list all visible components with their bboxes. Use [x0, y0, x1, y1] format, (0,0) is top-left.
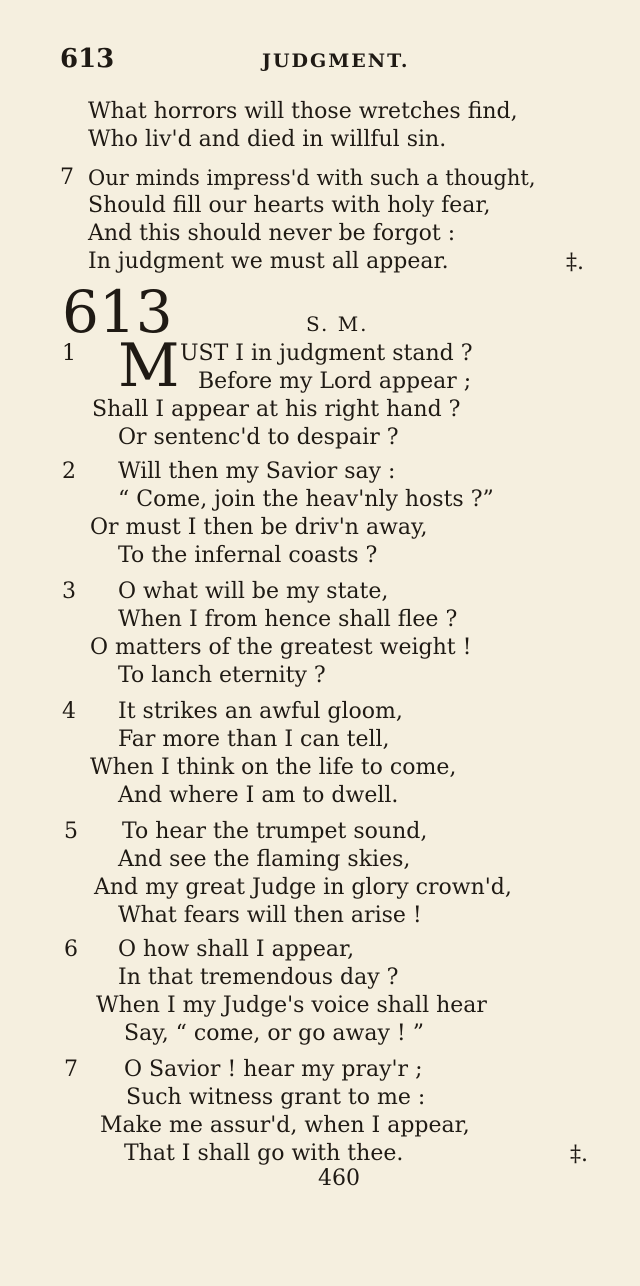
verse-5-number: 5: [64, 819, 78, 844]
verse-4-line-2: Far more than I can tell,: [118, 727, 390, 752]
verse-7-line-1: O Savior ! hear my pray'r ;: [124, 1057, 423, 1082]
verse-4-number: 4: [62, 699, 76, 724]
drop-cap: M: [118, 331, 180, 401]
verse-5-line-1: To hear the trumpet sound,: [122, 819, 428, 844]
verse-3-line-2: When I from hence shall flee ?: [118, 607, 458, 632]
verse-6-line-3: When I my Judge's voice shall hear: [96, 993, 487, 1018]
running-page-number: 613: [60, 44, 115, 74]
verse-3-line-1: O what will be my state,: [118, 579, 389, 604]
verse-2-line-4: To the infernal coasts ?: [118, 543, 378, 568]
verse-7-number: 7: [64, 1057, 78, 1082]
verse-3-line-3: O matters of the greatest weight !: [90, 635, 472, 660]
verse-5-line-2: And see the flaming skies,: [118, 847, 411, 872]
prev-hymn-end-mark: ‡.: [566, 250, 584, 275]
verse-4-line-3: When I think on the life to come,: [90, 755, 457, 780]
verse-6-number: 6: [64, 937, 78, 962]
verse-1-line-2: Before my Lord appear ;: [198, 369, 472, 394]
verse-7-line-2: Such witness grant to me :: [126, 1085, 426, 1110]
prev-line-2: Who liv'd and died in willful sin.: [88, 127, 447, 152]
hymn-number: 613: [62, 278, 173, 346]
verse-5-line-4: What fears will then arise !: [118, 903, 422, 928]
hymn-end-mark: ‡.: [570, 1142, 588, 1167]
prev-verse-7-number: 7: [60, 165, 74, 190]
verse-5-line-3: And my great Judge in glory crown'd,: [94, 875, 512, 900]
prev-line-1: What horrors will those wretches find,: [88, 99, 518, 124]
verse-1-line-1: UST I in judgment stand ?: [180, 341, 473, 366]
verse-7-line-4: That I shall go with thee.: [124, 1141, 404, 1166]
verse-2-line-1: Will then my Savior say :: [118, 459, 396, 484]
prev-verse-7-line-4: In judgment we must all appear.: [88, 249, 449, 274]
verse-7-line-3: Make me assur'd, when I appear,: [100, 1113, 470, 1138]
verse-6-line-1: O how shall I appear,: [118, 937, 355, 962]
footer-page-number: 460: [318, 1166, 360, 1191]
verse-1-line-4: Or sentenc'd to despair ?: [118, 425, 399, 450]
verse-2-line-2: “ Come, join the heav'nly hosts ?”: [118, 487, 494, 512]
verse-4-line-4: And where I am to dwell.: [118, 783, 399, 808]
verse-2-line-3: Or must I then be driv'n away,: [90, 515, 428, 540]
verse-1-line-3: Shall I appear at his right hand ?: [92, 397, 461, 422]
verse-1-number: 1: [62, 341, 76, 366]
prev-verse-7-line-1: Our minds impress'd with such a thought,: [88, 166, 536, 190]
running-title: JUDGMENT.: [262, 50, 410, 72]
prev-verse-7-line-2: Should fill our hearts with holy fear,: [88, 193, 491, 218]
verse-3-number: 3: [62, 579, 76, 604]
hymn-meter: S. M.: [306, 312, 369, 336]
prev-verse-7-line-3: And this should never be forgot :: [88, 221, 456, 246]
verse-4-line-1: It strikes an awful gloom,: [118, 699, 403, 724]
verse-6-line-4: Say, “ come, or go away ! ”: [124, 1021, 424, 1046]
verse-6-line-2: In that tremendous day ?: [118, 965, 399, 990]
verse-2-number: 2: [62, 459, 76, 484]
verse-3-line-4: To lanch eternity ?: [118, 663, 326, 688]
